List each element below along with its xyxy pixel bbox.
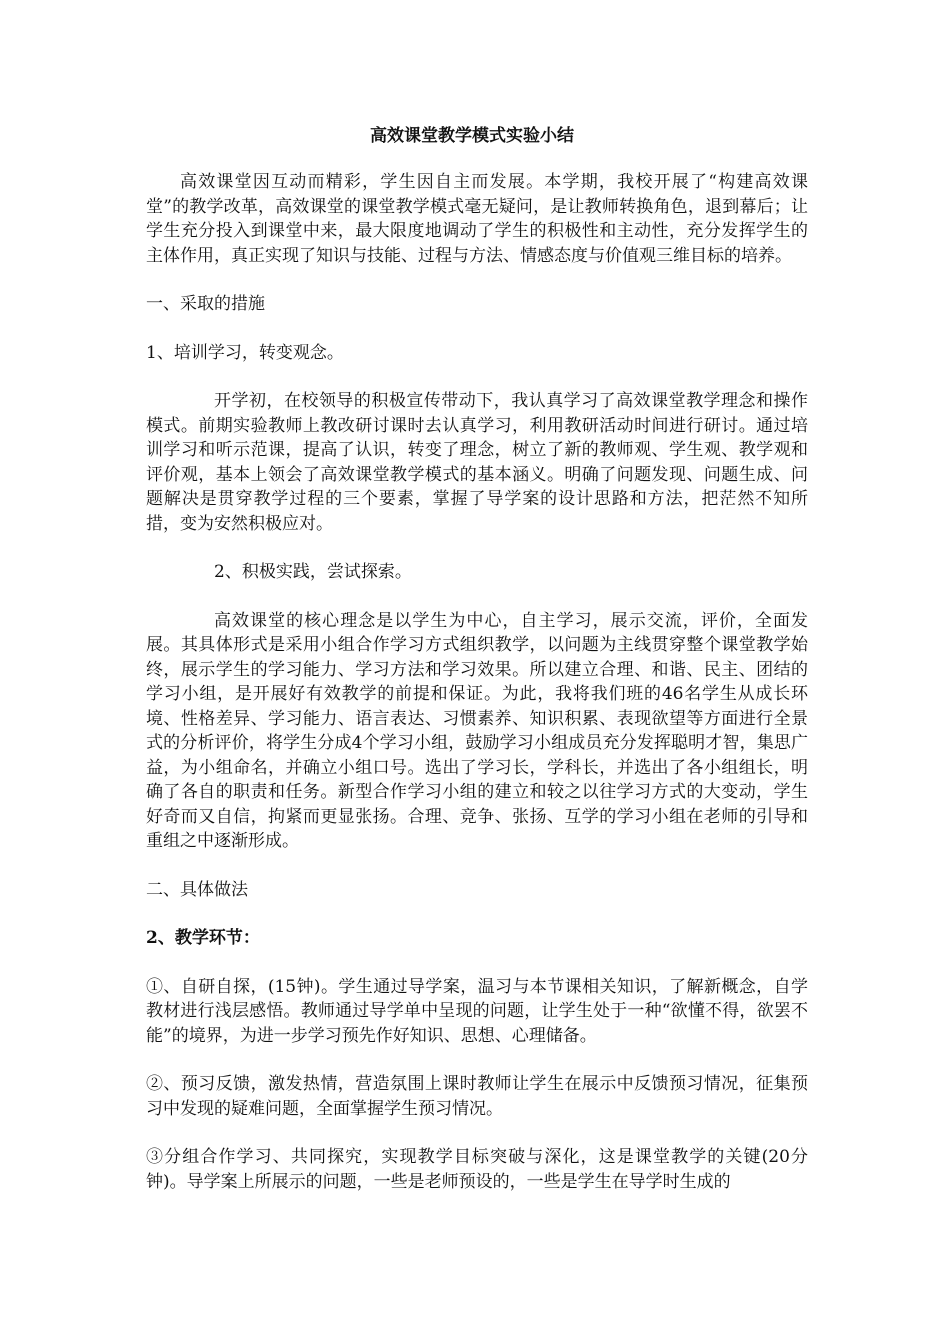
teaching-step-2: ②、预习反馈，激发热情，营造氛围上课时教师让学生在展示中反馈预习情况，征集预习中发现的疑难问题，全面掌握学生预习情况。 xyxy=(146,1074,808,1119)
teaching-step-3: ③分组合作学习、共同探究，实现教学目标突破与深化，这是课堂教学的关键(20分钟)。导学案上所展示的问题，一些是老师预设的，一些是学生在导学时生成的 xyxy=(146,1147,808,1192)
section1-heading: 一、采取的措施 xyxy=(146,294,265,314)
document-page xyxy=(146,124,808,1218)
item2-heading: 2、积极实践，尝试探索。 xyxy=(214,562,412,582)
item1-heading: 1、培训学习，转变观念。 xyxy=(146,342,344,363)
section2-heading: 二、具体做法 xyxy=(146,879,248,900)
item1-body: 开学初，在校领导的积极宣传带动下，我认真学习了高效课堂教学理念和操作模式。前期实验教师上教改研讨课时去认真学习，利用教研活动时间进行研讨。通过培训学习和听示范课，提高了认识，转变了理念，树立了新的教师观、学生观、教学观和评价观，基本上领会了高效课堂教学模式的基本涵义。明确了问题发现、问题生成、问题解决是贯穿教学过程的三个要素，掌握了导学案的设计思路和方法，把茫然不知所措，变为安然积极应对。 xyxy=(146,391,808,534)
teaching-steps-heading: 2、教学环节： xyxy=(146,928,260,948)
item2-body: 高效课堂的核心理念是以学生为中心，自主学习，展示交流，评价，全面发展。其具体形式是采用小组合作学习方式组织教学，以问题为主线贯穿整个课堂教学始终，展示学生的学习能力、学习方法和学习效果。所以建立合理、和谐、民主、团结的学习小组，是开展好有效教学的前提和保证。为此，我将我们班的46名学生从成长环境、性格差异、学习能力、语言表达、习惯素养、知识积累、表现欲望等方面进行全景式的分析评价，将学生分成4个学习小组，鼓励学习小组成员充分发挥聪明才智，集思广益，为小组命名，并确立小组口号。选出了学习长，学科长，并选出了各小组组长，明确了各自的职责和任务。新型合作学习小组的建立和较之以往学习方式的大变动，学生好奇而又自信，拘紧而更显张扬。合理、竞争、张扬、互学的学习小组在老师的引导和重组之中逐渐形成。 xyxy=(146,610,808,851)
intro-paragraph: 高效课堂因互动而精彩，学生因自主而发展。本学期，我校开展了“构建高效课堂”的教学改革，高效课堂的课堂教学模式毫无疑问，是让教师转换角色，退到幕后；让学生充分投入到课堂中来，最大限度地调动了学生的积极性和主动性，充分发挥学生的主体作用，真正实现了知识与技能、过程与方法、情感态度与价值观三维目标的培养。 xyxy=(146,172,808,266)
teaching-step-1: ①、自研自探，(15钟)。学生通过导学案，温习与本节课相关知识，了解新概念，自学教材进行浅层感悟。教师通过导学单中呈现的问题，让学生处于一种“欲懂不得，欲罢不能”的境界，为进一步学习预先作好知识、思想、心理储备。 xyxy=(146,976,808,1046)
document-title: 高效课堂教学模式实验小结 xyxy=(370,126,574,146)
